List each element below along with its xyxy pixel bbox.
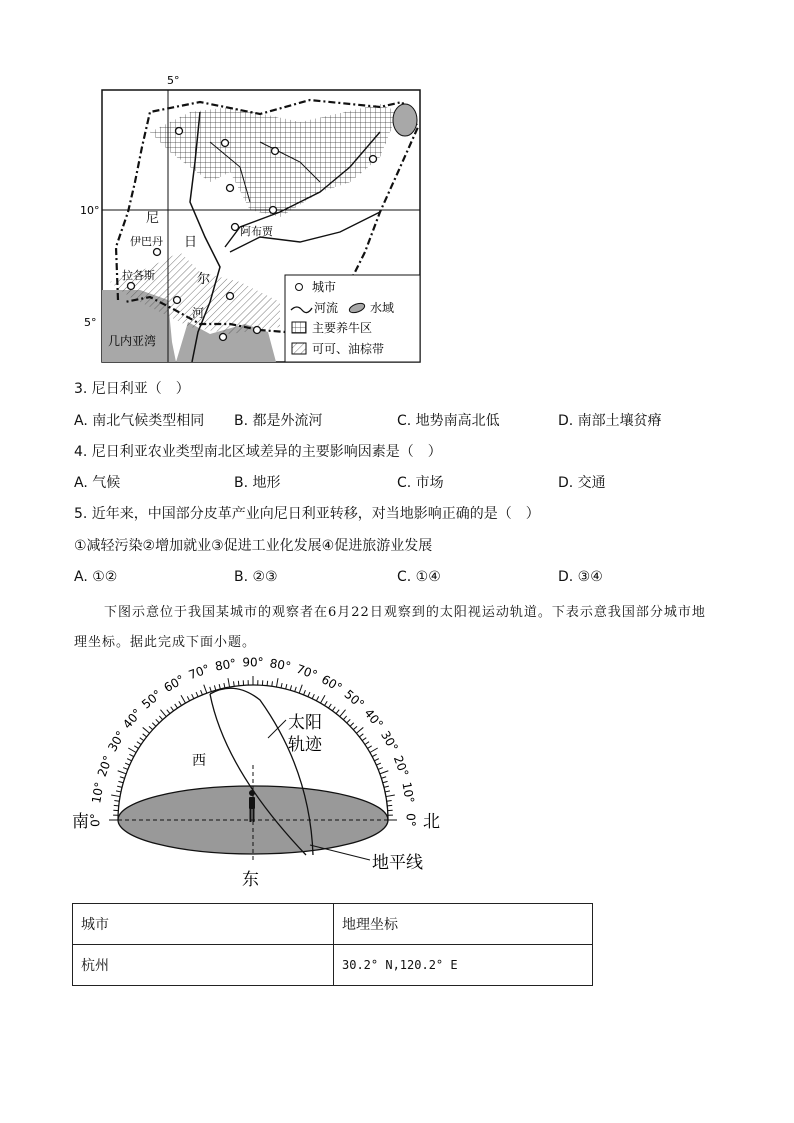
- angle-label: 30°: [105, 728, 128, 754]
- label-north: 北: [423, 812, 440, 832]
- angle-tick: [304, 690, 306, 695]
- angle-tick: [353, 726, 357, 729]
- angle-tick: [272, 681, 273, 686]
- angle-tick: [340, 710, 346, 717]
- angle-tick: [308, 692, 310, 697]
- label-abuja: 阿布贾: [240, 225, 273, 238]
- angle-tick: [159, 716, 162, 720]
- angle-tick: [372, 754, 376, 756]
- label-south: 南: [72, 812, 89, 832]
- angle-tick: [127, 759, 131, 761]
- angle-label: 80°: [268, 656, 293, 674]
- angle-tick: [114, 805, 119, 806]
- angle-label: 0°: [403, 813, 418, 827]
- angle-label: 90°: [242, 655, 264, 670]
- question-5-statements: ①减轻污染②增加就业③促进工业化发展④促进旅游业发展: [74, 538, 433, 554]
- angle-tick: [299, 685, 302, 693]
- label-east: 东: [242, 870, 259, 890]
- lat-label-10: 10°: [80, 204, 100, 217]
- q5-option-d[interactable]: D. ③④: [558, 569, 603, 585]
- label-he: 河: [192, 306, 205, 320]
- angle-tick: [120, 777, 125, 779]
- angle-label: 70°: [186, 661, 212, 683]
- angle-tick: [350, 723, 354, 726]
- legend-cocoa: 可可、油棕带: [312, 342, 385, 356]
- angle-tick: [384, 786, 389, 787]
- angle-tick: [234, 681, 235, 686]
- angle-tick: [181, 695, 186, 703]
- angle-label: 50°: [341, 687, 367, 712]
- label-gulf: 几内亚湾: [108, 334, 157, 348]
- label-horizon: 地平线: [372, 853, 423, 873]
- angle-tick: [312, 694, 314, 698]
- q5-option-c[interactable]: C. ①④: [397, 569, 441, 585]
- angle-tick: [171, 707, 174, 711]
- angle-label: 60°: [319, 672, 345, 695]
- angle-tick: [383, 781, 388, 782]
- angle-tick: [367, 746, 371, 749]
- intro-line-2: 理坐标。据此完成下面小题。: [74, 635, 257, 650]
- angle-tick: [175, 704, 178, 708]
- city-coordinates-table: [72, 903, 593, 986]
- angle-tick: [128, 748, 136, 753]
- angle-tick: [134, 746, 138, 749]
- label-lagos: 拉各斯: [122, 269, 155, 282]
- angle-tick: [370, 748, 378, 753]
- lat-label-5: 5°: [84, 316, 97, 329]
- angle-tick: [336, 710, 339, 714]
- angle-tick: [219, 684, 220, 689]
- table-header-coords: 地理坐标: [334, 904, 593, 945]
- q5-option-a[interactable]: A. ①②: [74, 569, 118, 585]
- angle-label: 20°: [390, 753, 412, 779]
- map-legend: [285, 275, 420, 362]
- angle-tick: [143, 734, 147, 737]
- q4-option-d[interactable]: D. 交通: [558, 475, 606, 491]
- q4-option-c[interactable]: C. 市场: [397, 475, 444, 491]
- angle-label: 30°: [378, 728, 401, 754]
- angle-tick: [149, 726, 153, 729]
- label-west: 西: [192, 753, 206, 769]
- label-ibadan: 伊巴丹: [130, 235, 163, 248]
- lat-label-top: 5°: [167, 74, 180, 87]
- legend-river: 河流: [314, 301, 339, 315]
- intro-line-1: 下图示意位于我国某城市的观察者在6月22日观察到的太阳视运动轨道。下表示意我国部分城市地: [104, 605, 706, 620]
- angle-tick: [114, 801, 119, 802]
- angle-tick: [295, 687, 297, 692]
- table-row: [73, 945, 593, 986]
- label-sun-path-line2: 轨迹: [288, 735, 322, 755]
- table-header-city: 城市: [73, 904, 334, 945]
- label-sun-path-line1: 太阳: [288, 713, 322, 733]
- angle-tick: [376, 763, 381, 765]
- q4-option-a[interactable]: A. 气候: [74, 475, 121, 491]
- angle-tick: [143, 727, 150, 733]
- angle-tick: [386, 795, 395, 797]
- sun-path-diagram: [60, 650, 460, 895]
- angle-tick: [123, 768, 128, 770]
- angle-label: 50°: [139, 687, 165, 712]
- angle-tick: [111, 795, 120, 797]
- legend-city: 城市: [312, 280, 337, 294]
- angle-tick: [321, 695, 326, 703]
- angle-tick: [129, 754, 133, 756]
- angle-tick: [362, 738, 366, 741]
- angle-tick: [387, 805, 392, 806]
- angle-label: 70°: [294, 661, 320, 683]
- angle-label: 40°: [361, 706, 386, 732]
- angle-tick: [214, 685, 215, 690]
- question-3-stem: 3. 尼日利亚（ ）: [74, 381, 190, 397]
- angle-tick: [140, 738, 144, 741]
- angle-label: 10°: [89, 780, 107, 805]
- lake-chad: [393, 104, 417, 136]
- angle-tick: [325, 701, 328, 705]
- angle-tick: [204, 685, 207, 693]
- angle-tick: [381, 777, 386, 779]
- angle-tick: [118, 771, 126, 774]
- q3-option-c[interactable]: C. 地势南高北低: [397, 413, 500, 429]
- table-cell-city: 杭州: [73, 945, 334, 986]
- angle-label: 10°: [399, 780, 417, 805]
- angle-label: 40°: [120, 706, 145, 732]
- table-header-row: [73, 904, 593, 945]
- angle-tick: [328, 704, 331, 708]
- q5-option-b[interactable]: B. ②③: [234, 569, 278, 585]
- angle-tick: [192, 694, 194, 698]
- angle-tick: [387, 801, 392, 802]
- angle-tick: [332, 707, 335, 711]
- angle-label: 80°: [213, 656, 238, 674]
- q3-option-a[interactable]: A. 南北气候类型相同: [74, 413, 205, 429]
- angle-tick: [152, 723, 156, 726]
- angle-tick: [378, 768, 383, 770]
- angle-label: 20°: [94, 753, 116, 779]
- label-ni: 尼: [146, 211, 160, 226]
- angle-tick: [343, 716, 346, 720]
- angle-tick: [179, 701, 182, 705]
- angle-tick: [365, 742, 369, 745]
- label-ri: 日: [184, 235, 198, 250]
- angle-tick: [380, 771, 388, 774]
- q3-option-b[interactable]: B. 都是外流河: [234, 413, 323, 429]
- angle-label: 60°: [161, 672, 187, 695]
- angle-label: 0°: [88, 813, 103, 827]
- q4-option-b[interactable]: B. 地形: [234, 475, 281, 491]
- angle-tick: [201, 690, 203, 695]
- question-5-stem: 5. 近年来，中国部分皮革产业向尼日利亚转移，对当地影响正确的是（ ）: [74, 506, 540, 522]
- angle-tick: [347, 719, 350, 723]
- angle-tick: [137, 742, 141, 745]
- angle-tick: [374, 759, 378, 761]
- angle-tick: [196, 692, 198, 697]
- table-cell-coords: 30.2° N,120.2° E: [334, 945, 593, 986]
- angle-tick: [359, 734, 363, 737]
- angle-tick: [276, 678, 278, 687]
- angle-tick: [224, 683, 225, 688]
- angle-tick: [187, 696, 189, 700]
- angle-tick: [117, 786, 122, 787]
- q3-option-d[interactable]: D. 南部土壤贫瘠: [558, 413, 662, 429]
- angle-tick: [267, 681, 268, 686]
- angle-tick: [290, 685, 291, 690]
- angle-tick: [160, 710, 166, 717]
- angle-tick: [118, 781, 123, 782]
- question-4-stem: 4. 尼日利亚农业类型南北区域差异的主要影响因素是（ ）: [74, 444, 442, 460]
- angle-tick: [238, 681, 239, 686]
- angle-tick: [210, 687, 212, 692]
- angle-tick: [286, 684, 287, 689]
- angle-tick: [125, 763, 130, 765]
- angle-tick: [156, 719, 159, 723]
- angle-tick: [167, 710, 170, 714]
- legend-cattle: 主要养牛区: [312, 321, 373, 335]
- angle-tick: [356, 727, 363, 733]
- angle-tick: [281, 683, 282, 688]
- label-er: 尔: [197, 272, 211, 287]
- angle-tick: [228, 678, 230, 687]
- angle-tick: [116, 791, 121, 792]
- angle-tick: [385, 791, 390, 792]
- legend-water: 水域: [370, 301, 395, 315]
- angle-tick: [316, 696, 318, 700]
- nigeria-map: [80, 72, 440, 367]
